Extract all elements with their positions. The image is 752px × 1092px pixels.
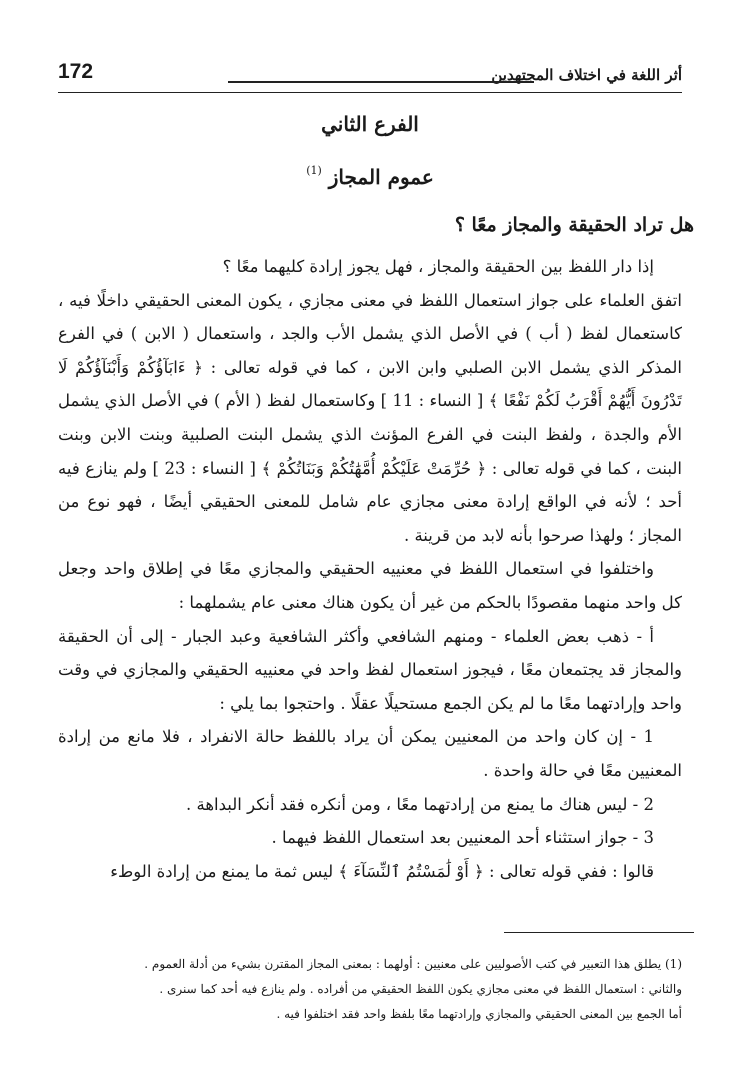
- footnote-line: والثاني : استعمال اللفظ في معنى مجازي يكون اللفظ الحقيقي من أفراده . ولم ينازع فيه أحد كما سنرى .: [159, 982, 682, 996]
- body-text: [58, 250, 682, 888]
- paragraph: إذا دار اللفظ بين الحقيقة والمجاز ، فهل يجوز إرادة كليهما معًا ؟: [222, 257, 654, 276]
- footnote-line: (1) يطلق هذا التعبير في كتب الأصوليين على معنيين : أولهما : بمعنى المجاز المقترن بشيء من أدلة العموم .: [144, 957, 682, 971]
- footnotes: [58, 952, 682, 1027]
- paragraph: أ - ذهب بعض العلماء - ومنهم الشافعي وأكثر الشافعية وعبد الجبار - إلى أن الحقيقة والمجاز قد يجتمعان معًا ، فيجوز استعمال لفظ واحد في معنييه الحقيقي والمجازي في وقت واحد وإرادتهما معًا ما لم يكن الجمع مستحيلًا عقلًا . واحتجوا بما يلي :: [58, 626, 682, 713]
- section-title-text: عموم المجاز: [328, 165, 434, 189]
- paragraph: 2 - ليس هناك ما يمنع من إرادتهما معًا ، ومن أنكره فقد أنكر البداهة .: [186, 794, 654, 814]
- section-title: [58, 164, 682, 189]
- question-heading: هل تراد الحقيقة والمجاز معًا ؟: [454, 214, 694, 236]
- branch-title: الفرع الثاني: [321, 112, 419, 136]
- footnote-divider: [504, 932, 694, 933]
- paragraph: 3 - جواز استثناء أحد المعنيين بعد استعمال اللفظ فيهما .: [271, 828, 654, 848]
- header-ornament-rule: [228, 81, 534, 83]
- paragraph: قالوا : ففي قوله تعالى : ﴿ أَوْ لَٰمَسْتُمُ ٱلنِّسَآءَ ﴾ ليس ثمة ما يمنع من إرادة الوطء: [110, 861, 654, 881]
- header-divider: [58, 92, 682, 93]
- running-title: أثر اللغة في اختلاف المجتهدين: [491, 66, 682, 84]
- running-header: [58, 58, 682, 92]
- paragraph: واختلفوا في استعمال اللفظ في معنييه الحقيقي والمجازي معًا في إطلاق واحد وجعل كل واحد منهما مقصودًا بالحكم من غير أن يكون هناك معنى عام يشملهما :: [58, 559, 682, 612]
- page-number: 172: [58, 60, 94, 83]
- paragraph: 1 - إن كان واحد من المعنيين يمكن أن يراد باللفظ حالة الانفراد ، فلا مانع من إرادة المعنيين معًا في حالة واحدة .: [58, 727, 682, 780]
- footnote-line: أما الجمع بين المعنى الحقيقي والمجازي وإرادتهما معًا بلفظ واحد فقد اختلفوا فيه .: [276, 1007, 682, 1021]
- paragraph: اتفق العلماء على جواز استعمال اللفظ في معنى مجازي ، يكون المعنى الحقيقي داخلًا فيه ، كاستعمال لفظ ( أب ) في الأصل الذي يشمل الأب والجد ، واستعمال ( الابن ) في الفرع المذكر الذي يشمل الابن الصلبي وابن الابن ، كما في قوله تعالى : ﴿ ءَابَآؤُكُمْ وَأَبْنَآؤُكُمْ لَا تَدْرُونَ أَيُّهُمْ أَقْرَبُ لَكُمْ نَفْعًا ﴾ [ النساء : 11 ] وكاستعمال لفظ ( الأم ) في الأصل الذي يشمل الأم والجدة ، ولفظ البنت في الفرع المؤنث الذي يشمل البنت الصلبية وبنت الابن وبنت البنت ، كما في قوله تعالى : ﴿ حُرِّمَتْ عَلَيْكُمْ أُمَّهَٰتُكُمْ وَبَنَاتُكُمْ ﴾ [ النساء : 23 ] ولم ينازع فيه أحد ؛ لأنه في الواقع إرادة معنى مجازي عام شامل للمعنى الحقيقي أيضًا ، فهو نوع من المجاز ؛ ولهذا صرحوا بأنه لابد من قرينة .: [58, 290, 682, 545]
- footnote-marker: (1): [306, 164, 322, 177]
